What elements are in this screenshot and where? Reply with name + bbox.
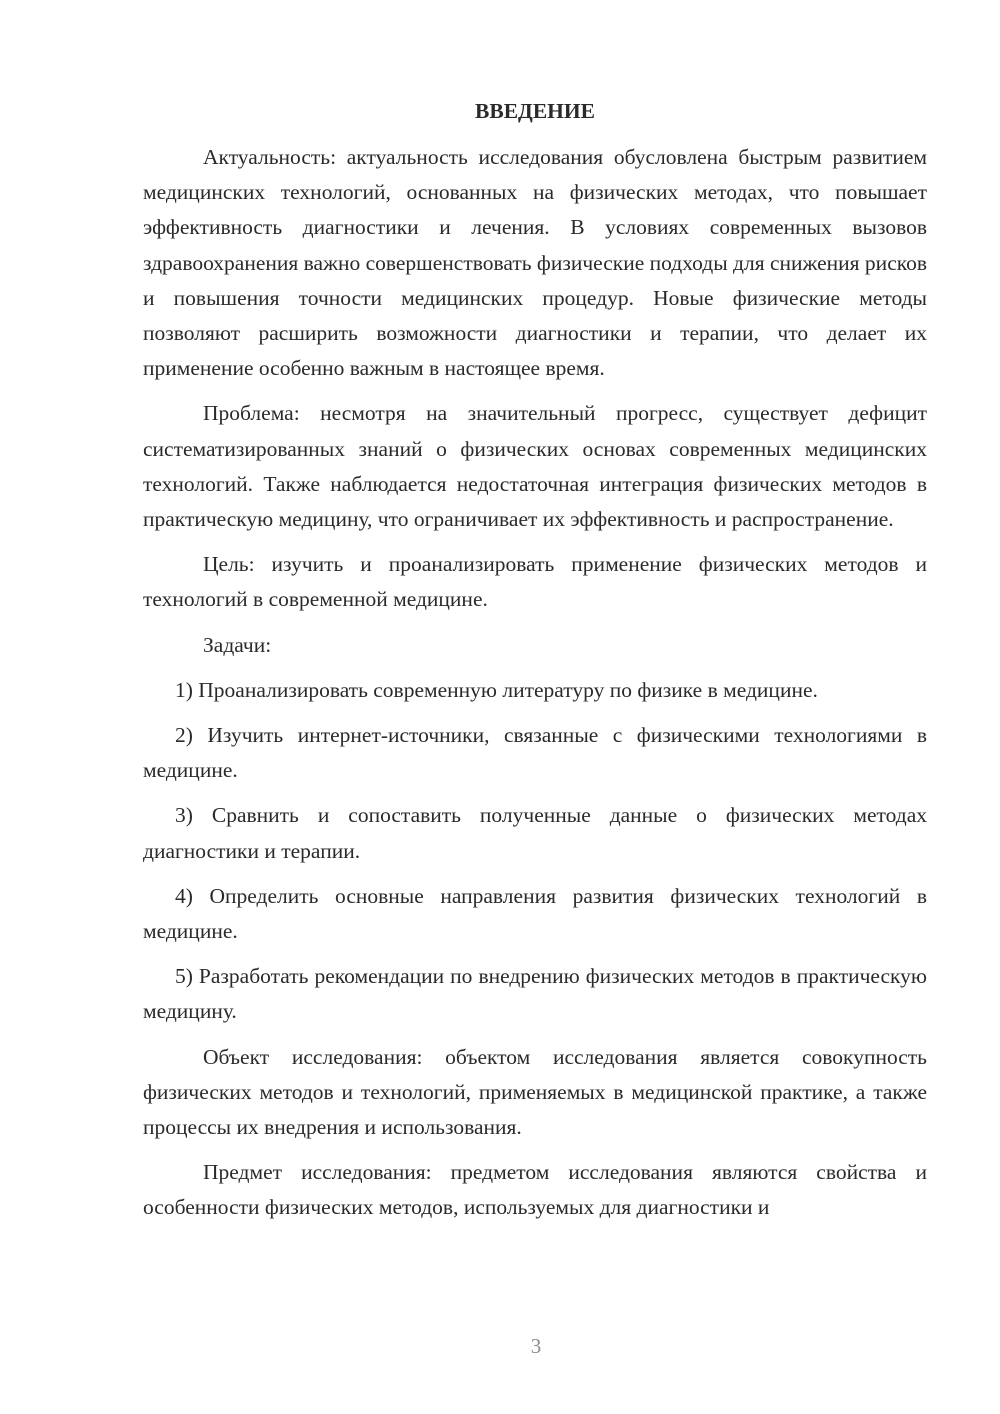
task-item-5: 5) Разработать рекомендации по внедрению физических методов в практическую медицину.: [143, 964, 927, 1024]
page-content: [143, 94, 927, 1236]
problem-paragraph: Проблема: несмотря на значительный прогресс, существует дефицит систематизированных знаний о физических основах современных медицинских технологий. Также наблюдается недостаточная интеграция физических методов в практическую медицину, что ограничивает их эффективность и распространение.: [143, 401, 927, 532]
object-paragraph: Объект исследования: объектом исследования является совокупность физических методов и технологий, применяемых в медицинской практике, а также процессы их внедрения и использования.: [143, 1044, 927, 1140]
page-number: 3: [530, 1334, 542, 1358]
subject-paragraph: Предмет исследования: предметом исследования являются свойства и особенности физических методов, используемых для диагностики и: [143, 1160, 927, 1220]
task-item-2: 2) Изучить интернет-источники, связанные с физическими технологиями в медицине.: [143, 723, 927, 783]
task-item-4: 4) Определить основные направления развития физических технологий в медицине.: [143, 883, 927, 944]
relevance-paragraph: Актуальность: актуальность исследования обусловлена быстрым развитием медицинских технологий, основанных на физических методах, что повышает эффективность диагностики и лечения. В условиях современных вызовов здравоохранения важно совершенствовать физические подходы для снижения рисков и повышения точности медицинских процедур. Новые физические методы позволяют расширить возможности диагностики и терапии, что делает их применение особенно важным в настоящее время.: [143, 145, 927, 381]
tasks-heading: Задачи:: [203, 632, 272, 657]
goal-paragraph: Цель: изучить и проанализировать применение физических методов и технологий в современной медицине.: [143, 552, 927, 612]
task-item-1: 1) Проанализировать современную литературу по физике в медицине.: [175, 677, 818, 702]
task-item-3: 3) Сравнить и сопоставить полученные данные о физических методах диагностики и терапии.: [143, 803, 927, 863]
page-title: ВВЕДЕНИЕ: [475, 99, 595, 123]
